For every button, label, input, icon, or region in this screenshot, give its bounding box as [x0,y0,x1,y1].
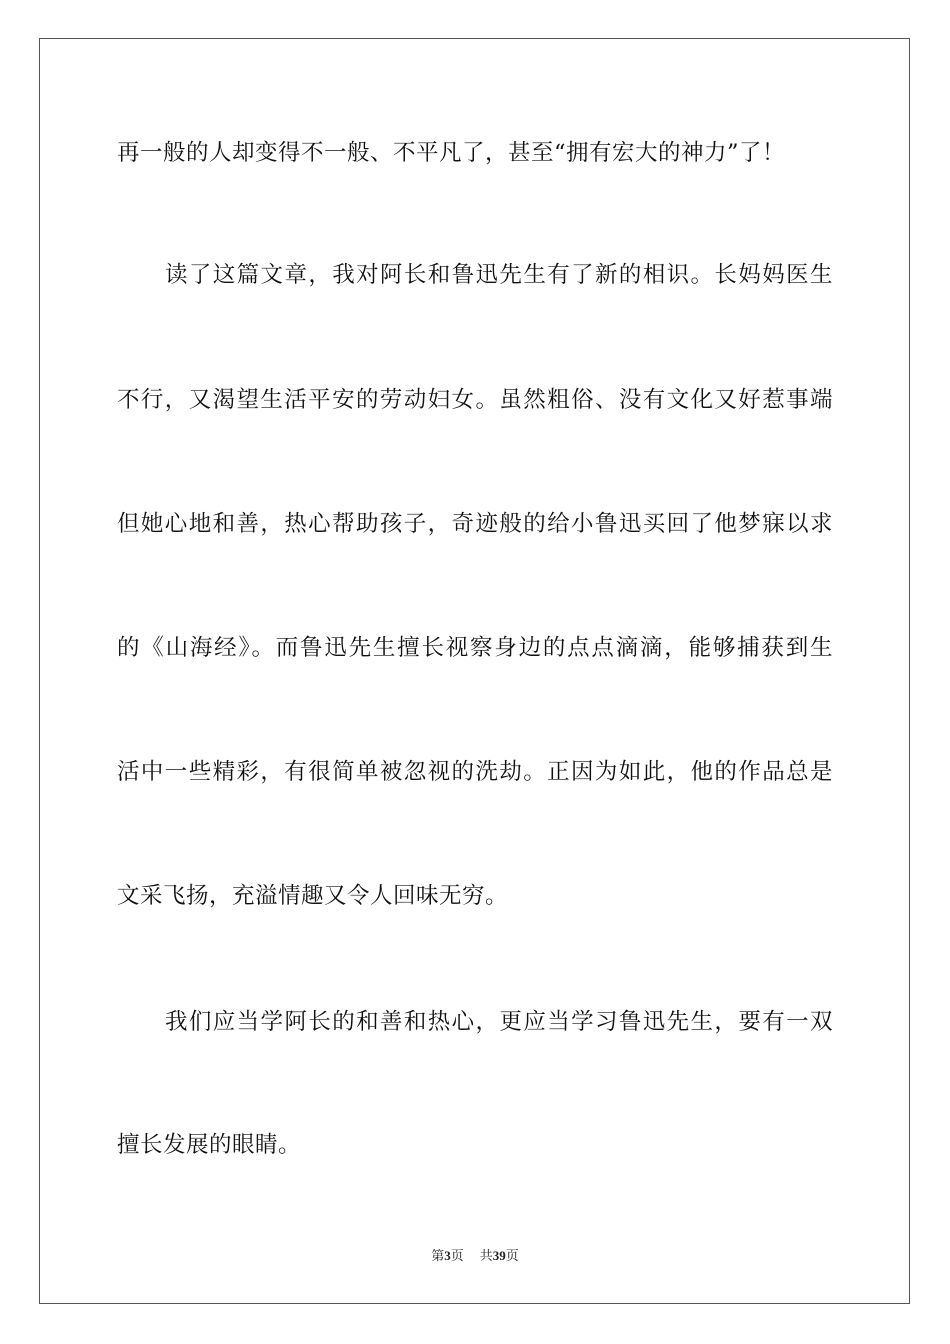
page-suffix: 页 [450,1248,464,1263]
page-frame [39,38,910,1304]
text-line-4: 但她心地和善，热心帮助孩子，奇迹般的给小鲁迅买回了他梦寐以求 [117,511,833,537]
page-footer [0,1247,950,1265]
page-number: 3 [444,1248,451,1263]
text-line-7: 文采飞扬，充溢情趣又令人回味无穷。 [117,883,509,909]
text-line-1: 再一般的人却变得不一般、不平凡了，甚至“拥有宏大的神力”了！ [117,140,786,166]
text-line-9: 擅长发展的眼睛。 [117,1132,302,1158]
total-prefix: 共 [479,1248,493,1263]
total-pages: 39 [492,1248,506,1263]
text-line-5: 的《山海经》。而鲁迅先生擅长视察身边的点点滴滴，能够捕获到生 [117,635,833,661]
text-line-8: 我们应当学阿长的和善和热心，更应当学习鲁迅先生，要有一双 [165,1009,833,1035]
text-line-6: 活中一些精彩，有很简单被忽视的洗劫。正因为如此，他的作品总是 [117,759,833,785]
total-suffix: 页 [505,1248,519,1263]
page-prefix: 第 [431,1248,445,1263]
text-line-3: 不行，又渴望生活平安的劳动妇女。虽然粗俗、没有文化又好惹事端 [117,387,833,413]
text-line-2: 读了这篇文章，我对阿长和鲁迅先生有了新的相识。长妈妈医生 [165,262,833,288]
